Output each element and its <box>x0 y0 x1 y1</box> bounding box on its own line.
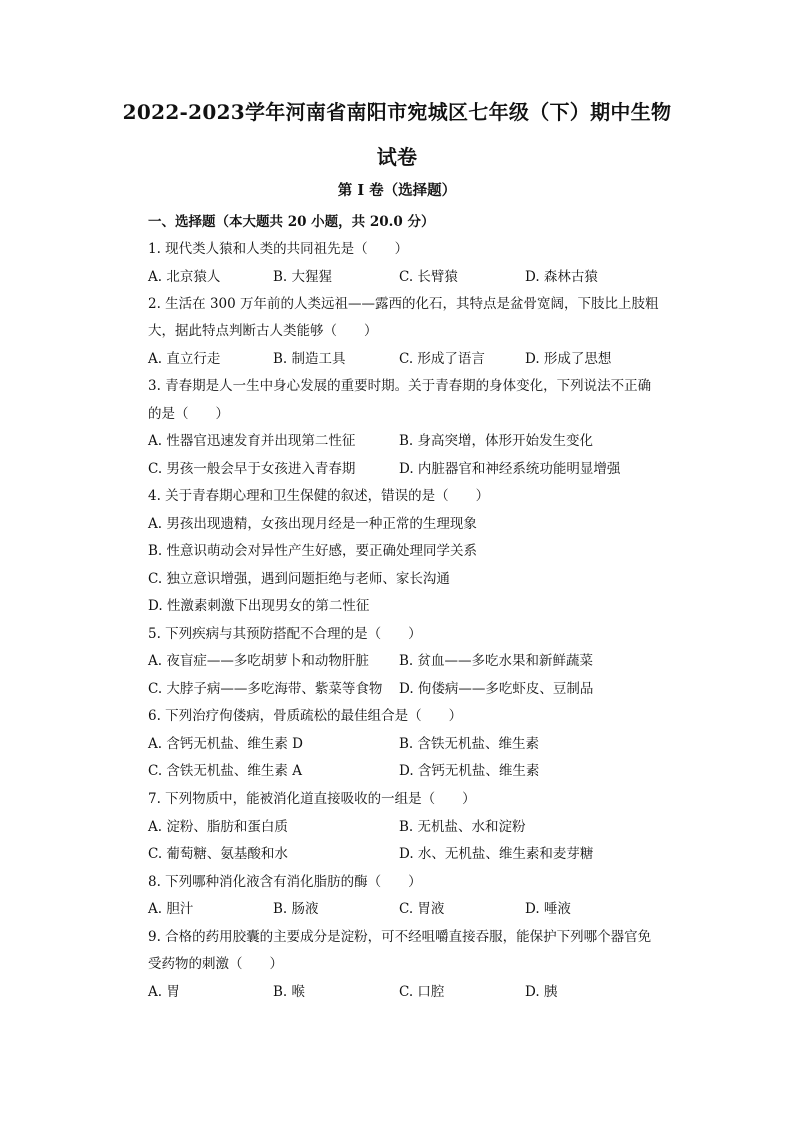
question-9-stem-line2: 受药物的刺激（ ） <box>148 956 283 972</box>
question-1-option-a[interactable]: A. 北京猿人 <box>148 269 221 285</box>
question-4-option-b[interactable]: B. 性意识萌动会对异性产生好感，要正确处理同学关系 <box>148 543 478 559</box>
question-1-option-c[interactable]: C. 长臂猿 <box>399 269 458 285</box>
question-4-option-c[interactable]: C. 独立意识增强，遇到问题拒绝与老师、家长沟通 <box>148 571 450 587</box>
question-2-option-b[interactable]: B. 制造工具 <box>273 351 346 367</box>
question-2-option-d[interactable]: D. 形成了思想 <box>525 351 612 367</box>
question-4-stem: 4. 关于青春期心理和卫生保健的叙述，错误的是（ ） <box>148 488 490 504</box>
question-6-option-d[interactable]: D. 含钙无机盐、维生素 <box>399 763 540 779</box>
question-2-stem-line2: 大，据此特点判断古人类能够（ ） <box>148 323 378 339</box>
part-title: 第 I 卷（选择题） <box>337 182 457 199</box>
question-1-stem: 1. 现代类人猿和人类的共同祖先是（ ） <box>148 241 409 257</box>
page-title-line2: 试卷 <box>376 145 418 169</box>
question-6-option-c[interactable]: C. 含铁无机盐、维生素 A <box>148 763 302 779</box>
question-5-option-b[interactable]: B. 贫血——多吃水果和新鲜蔬菜 <box>399 653 594 669</box>
question-6-stem: 6. 下列治疗佝偻病，骨质疏松的最佳组合是（ ） <box>148 708 463 724</box>
question-9-option-c[interactable]: C. 口腔 <box>399 984 445 1000</box>
question-5-option-a[interactable]: A. 夜盲症——多吃胡萝卜和动物肝脏 <box>148 653 369 669</box>
question-3-option-d[interactable]: D. 内脏器官和神经系统功能明显增强 <box>399 461 621 477</box>
question-3-stem-line2: 的是（ ） <box>148 406 229 422</box>
question-3-stem-line1: 3. 青春期是人一生中身心发展的重要时期。关于青春期的身体变化，下列说法不正确 <box>148 378 652 394</box>
question-7-option-d[interactable]: D. 水、无机盐、维生素和麦芽糖 <box>399 846 594 862</box>
question-3-option-a[interactable]: A. 性器官迅速发育并出现第二性征 <box>148 433 356 449</box>
question-8-option-a[interactable]: A. 胆汁 <box>148 901 194 917</box>
question-8-option-c[interactable]: C. 胃液 <box>399 901 445 917</box>
question-7-option-b[interactable]: B. 无机盐、水和淀粉 <box>399 819 526 835</box>
question-2-option-c[interactable]: C. 形成了语言 <box>399 351 485 367</box>
question-4-option-d[interactable]: D. 性激素刺激下出现男女的第二性征 <box>148 598 370 614</box>
question-7-option-c[interactable]: C. 葡萄糖、氨基酸和水 <box>148 846 288 862</box>
question-7-option-a[interactable]: A. 淀粉、脂肪和蛋白质 <box>148 819 288 835</box>
question-2-option-a[interactable]: A. 直立行走 <box>148 351 221 367</box>
question-6-option-b[interactable]: B. 含铁无机盐、维生素 <box>399 736 540 752</box>
question-5-stem: 5. 下列疾病与其预防搭配不合理的是（ ） <box>148 626 422 642</box>
question-7-stem: 7. 下列物质中，能被消化道直接吸收的一组是（ ） <box>148 791 476 807</box>
question-9-option-b[interactable]: B. 喉 <box>273 984 306 1000</box>
question-2-stem-line1: 2. 生活在 300 万年前的人类远祖——露西的化石，其特点是盆骨宽阔，下肢比上肢粗 <box>148 296 659 312</box>
question-3-option-b[interactable]: B. 身高突增，体形开始发生变化 <box>399 433 594 449</box>
page-title-line1: 2022-2023学年河南省南阳市宛城区七年级（下）期中生物 <box>122 100 672 124</box>
question-1-option-d[interactable]: D. 森林古猿 <box>525 269 598 285</box>
question-5-option-c[interactable]: C. 大脖子病——多吃海带、紫菜等食物 <box>148 681 383 697</box>
question-9-option-a[interactable]: A. 胃 <box>148 984 180 1000</box>
question-1-option-b[interactable]: B. 大猩猩 <box>273 269 333 285</box>
question-8-option-b[interactable]: B. 肠液 <box>273 901 319 917</box>
question-6-option-a[interactable]: A. 含钙无机盐、维生素 D <box>148 736 303 752</box>
question-9-option-d[interactable]: D. 胰 <box>525 984 558 1000</box>
question-8-option-d[interactable]: D. 唾液 <box>525 901 571 917</box>
question-4-option-a[interactable]: A. 男孩出现遗精，女孩出现月经是一种正常的生理现象 <box>148 516 477 532</box>
question-5-option-d[interactable]: D. 佝偻病——多吃虾皮、豆制品 <box>399 681 594 697</box>
question-9-stem-line1: 9. 合格的药用胶囊的主要成分是淀粉，可不经咀嚼直接吞服，能保护下列哪个器官免 <box>148 929 652 945</box>
question-8-stem: 8. 下列哪种消化液含有消化脂肪的酶（ ） <box>148 874 422 890</box>
section-title: 一、选择题（本大题共 20 小题，共 20.0 分） <box>148 214 435 230</box>
question-3-option-c[interactable]: C. 男孩一般会早于女孩进入青春期 <box>148 461 356 477</box>
